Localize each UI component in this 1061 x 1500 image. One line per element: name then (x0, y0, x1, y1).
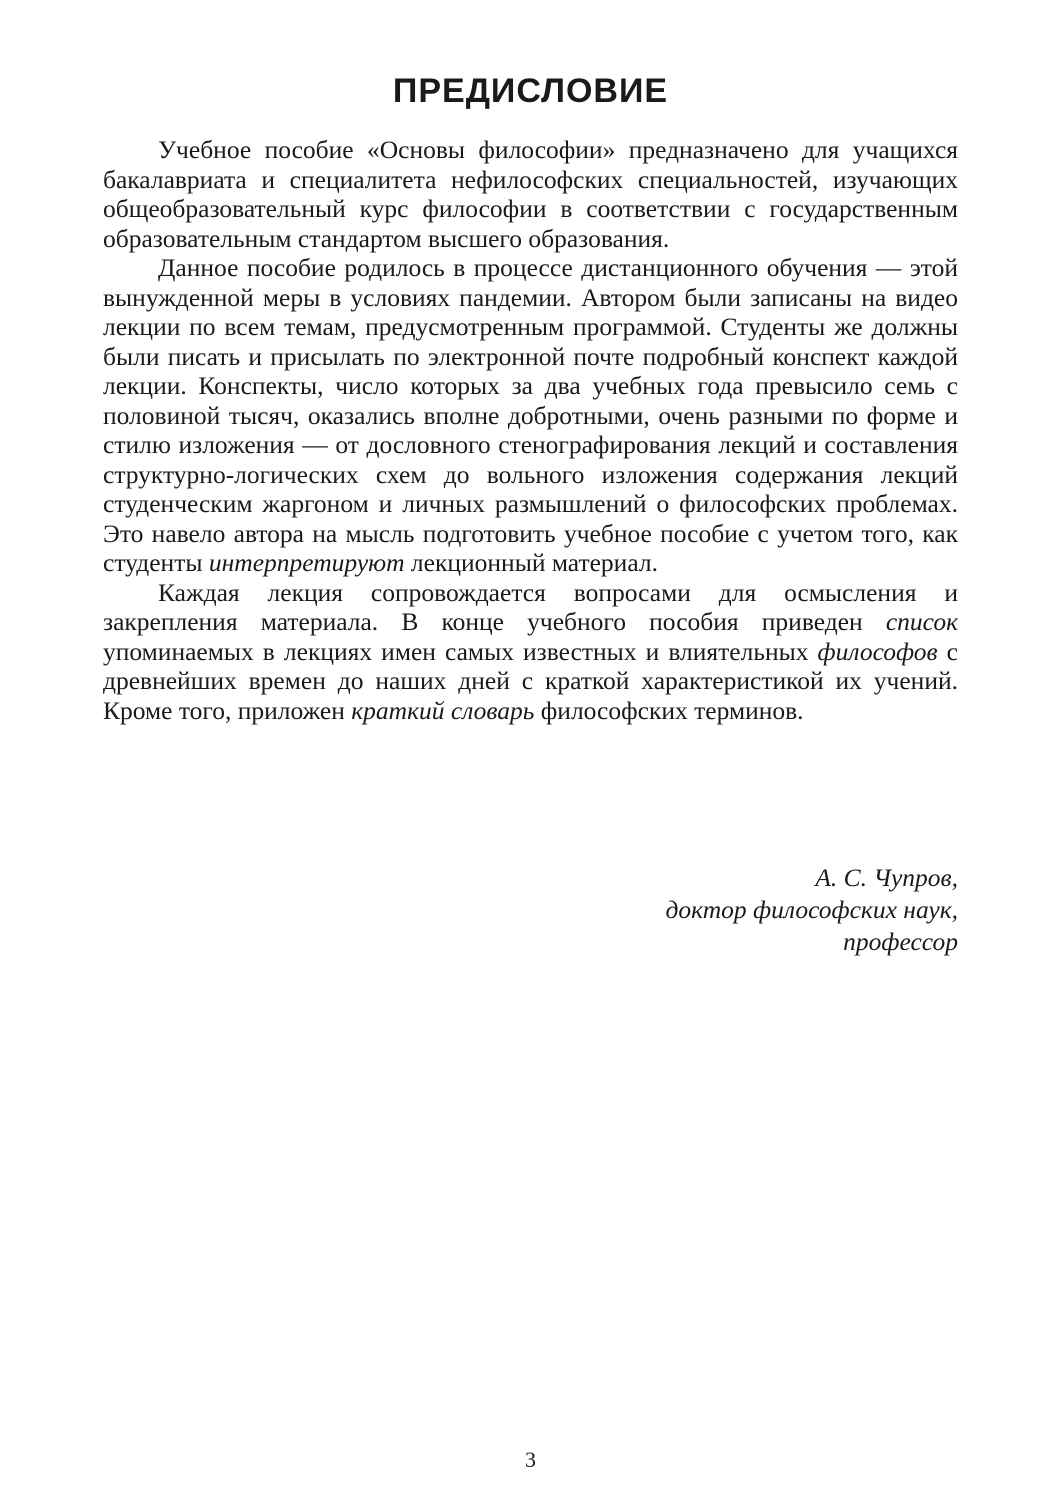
paragraph-text: Учебное пособие «Основы философии» предназначено для учащихся бакалавриата и специалитета нефилософских специальностей, изучающих общеобразовательный курс философии в соответствии с государственным образовательным стандартом высшего образования. (103, 135, 958, 253)
paragraph-text: философских терминов. (534, 695, 804, 725)
page-number: 3 (525, 1447, 536, 1472)
paragraph-text: Данное пособие родилось в процессе дистанционного обучения — этой вынужденной меры в условиях пандемии. Автором были записаны на видео лекции по всем темам, предусмотренным программой. Студенты же должны были писать и присылать по электронной почте подробный конспект каждой лекции. Конспекты, число которых за два учебных года превысило семь с половиной тысяч, оказались вполне добротными, очень разными по форме и стилю изложения — от дословного стенографирования лекций и составления структурно-логических схем до вольного изложения содержания лекций студенческим жаргоном и личных размышлений о философских проблемах. Это навело автора на мысль подготовить учебное пособие с учетом того, как студенты (103, 253, 958, 577)
emphasis-text: интерпретируют (208, 548, 405, 577)
paragraph-3 (103, 578, 958, 726)
paragraph-2 (103, 253, 958, 578)
emphasis-text: краткий словарь (351, 695, 535, 725)
emphasis-text: список (885, 607, 958, 636)
paragraph-text: Каждая лекция сопровождается вопросами для осмысления и закрепления материала. В конце учебного пособия приведен (103, 577, 958, 636)
author-name: А. С. Чупров, (815, 863, 958, 892)
page-title: ПРЕДИСЛОВИЕ (392, 72, 669, 110)
author-position: профессор (843, 927, 958, 956)
paragraph-1 (103, 135, 958, 253)
paragraph-text: упоминаемых в лекциях имен самых известных и влиятельных (103, 636, 818, 666)
paragraph-text: с древнейших времен до наших дней с краткой характеристикой их учений. Кроме того, приложен (103, 636, 958, 725)
author-signature (458, 862, 958, 958)
paragraph-text: лекционный материал. (404, 548, 658, 577)
preface-body (103, 135, 958, 725)
emphasis-text: философов (817, 636, 938, 666)
author-degree: доктор философских наук, (665, 895, 958, 924)
